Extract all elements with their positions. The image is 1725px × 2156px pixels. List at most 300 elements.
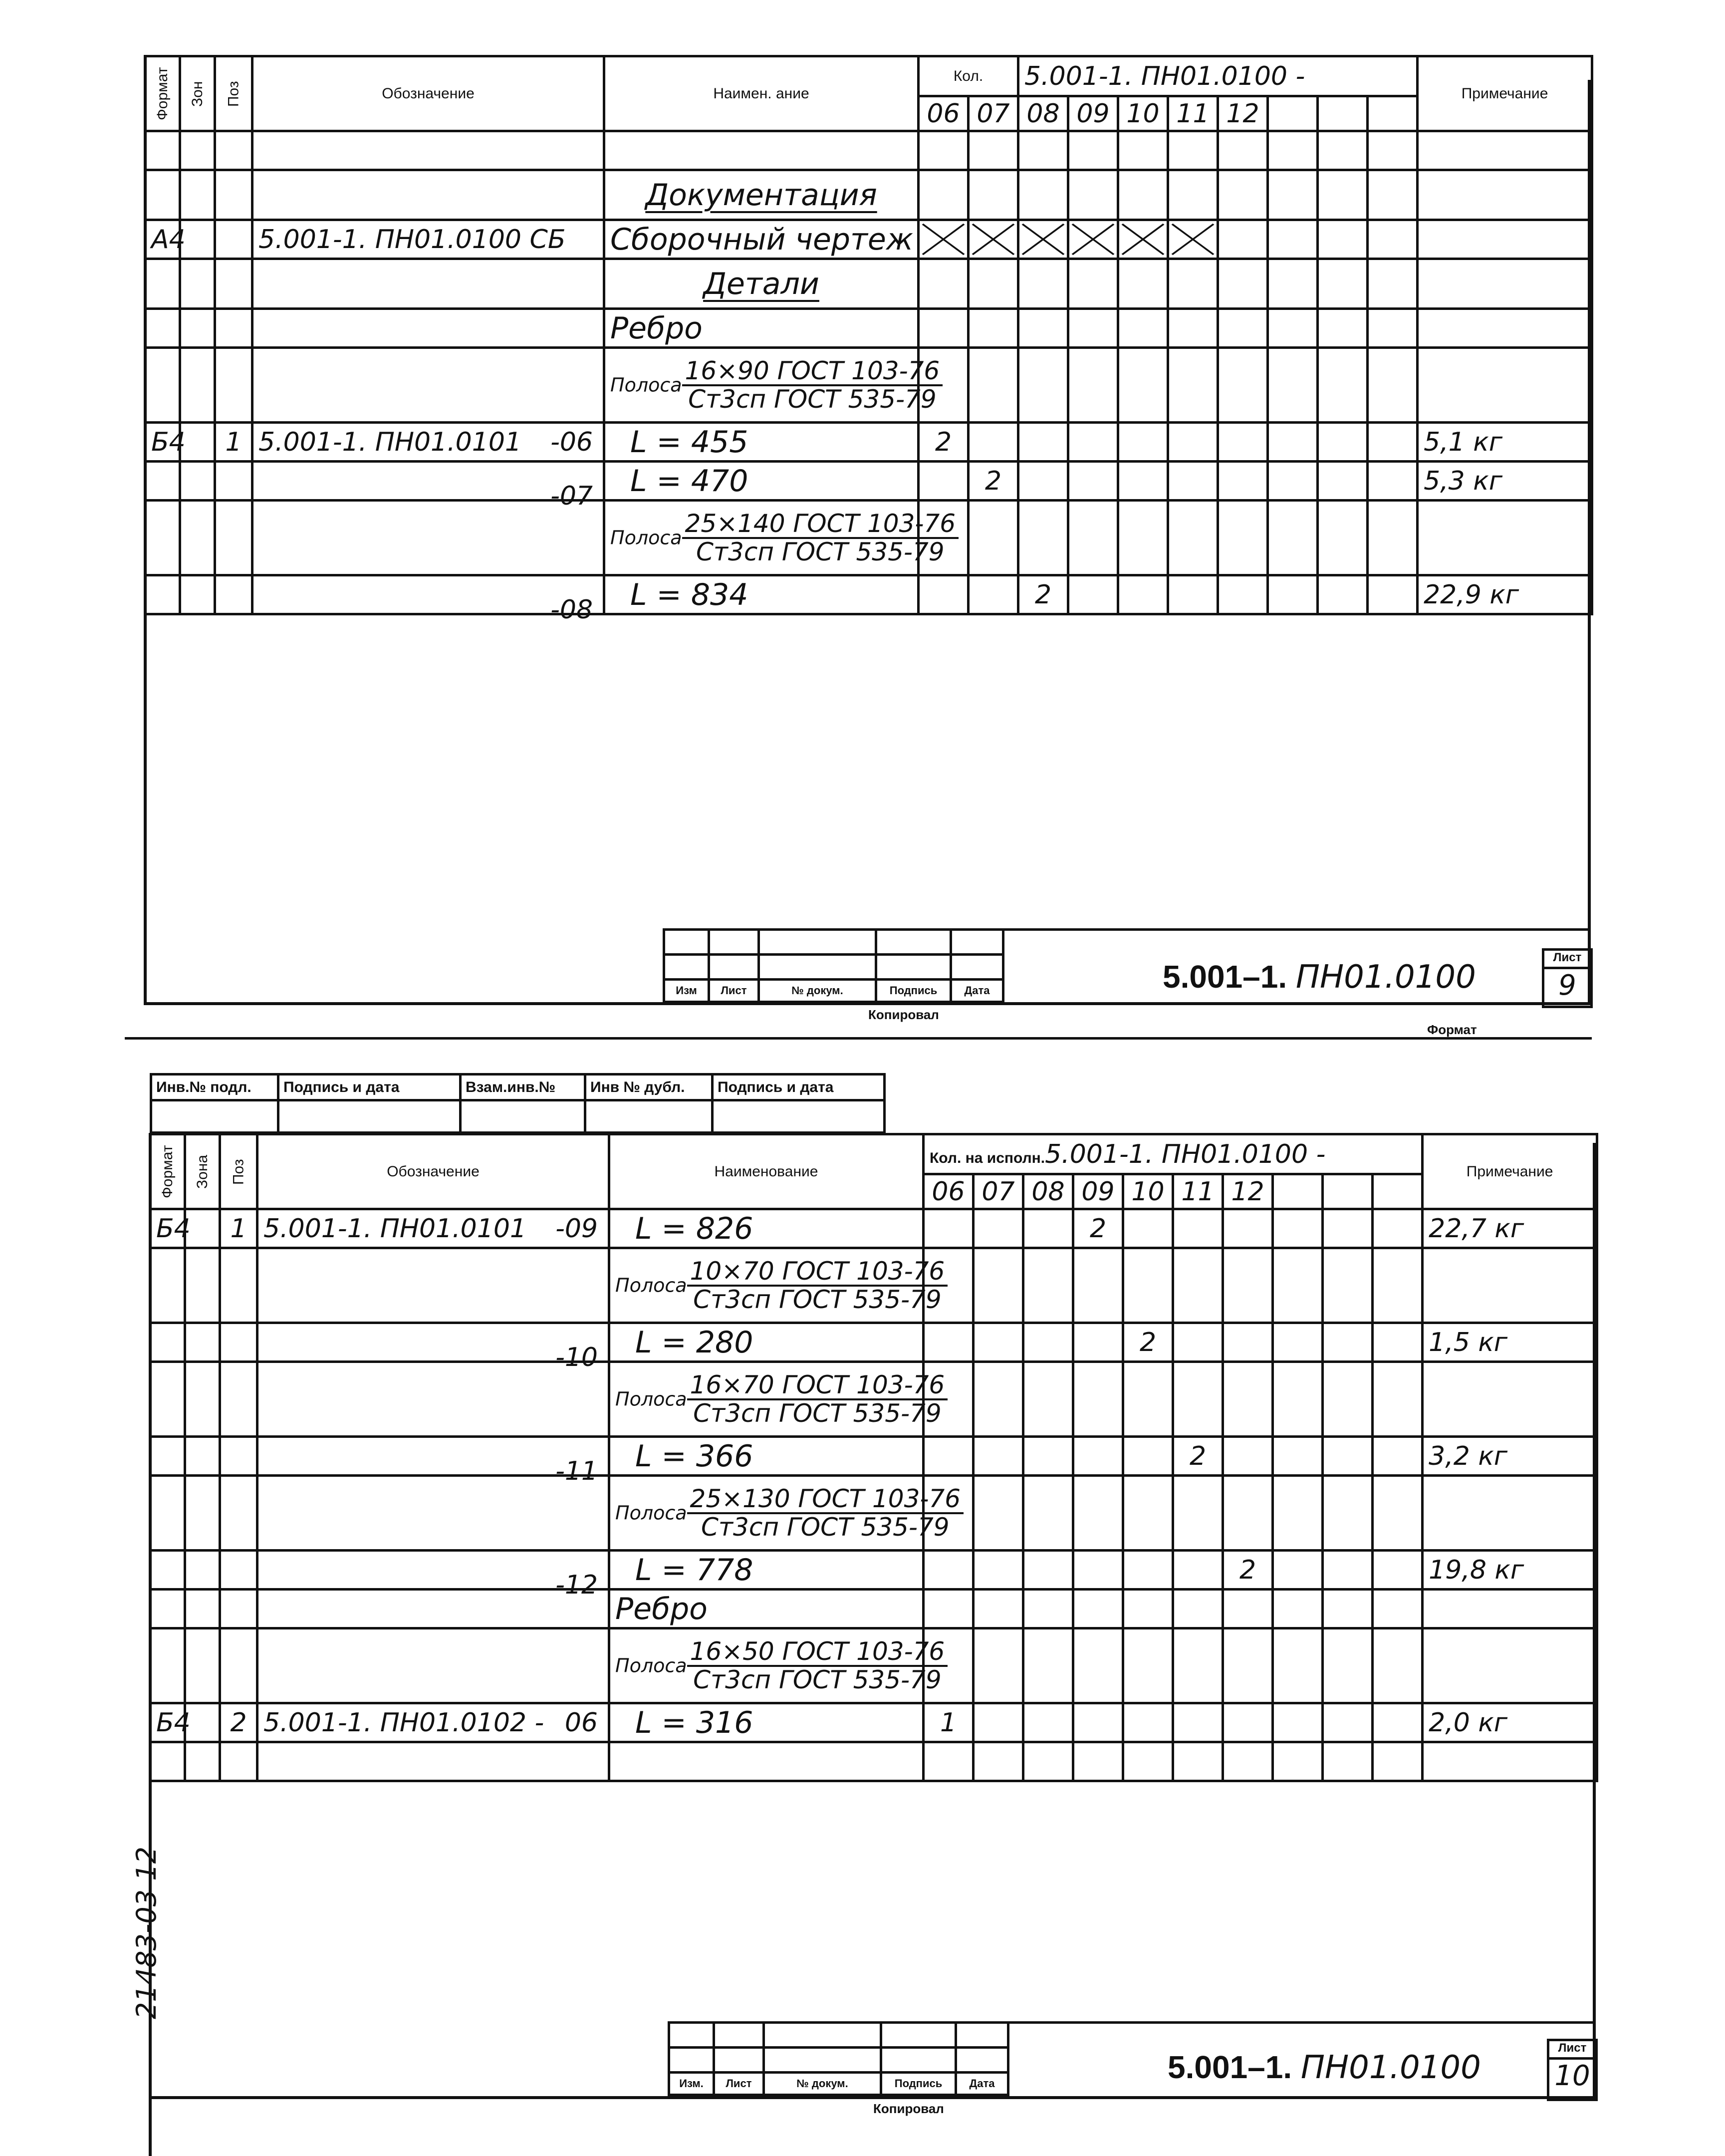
position-cell	[215, 309, 252, 348]
qty-cell: 2	[919, 423, 969, 462]
qty-cell	[1173, 1323, 1223, 1362]
qty-cell	[924, 1590, 974, 1628]
cell	[1223, 1742, 1273, 1781]
variant-suffix: -10	[555, 1342, 598, 1372]
position-cell	[215, 348, 252, 423]
qty-cell: 2	[1173, 1437, 1223, 1476]
qty-cell	[1073, 1551, 1123, 1590]
zone-cell	[185, 1628, 220, 1703]
qty-cell	[1168, 170, 1218, 220]
qty-cell	[919, 575, 969, 614]
zone-cell	[180, 575, 215, 614]
note-cell	[1418, 309, 1592, 348]
variant-col-11: 11	[1168, 96, 1218, 131]
qty-cell	[1123, 1248, 1173, 1323]
qty-cell	[974, 1437, 1023, 1476]
table-row	[145, 462, 1592, 501]
sheet-number: 9	[1558, 969, 1576, 1002]
qty-cell	[1368, 259, 1418, 309]
designation-cell	[257, 1476, 609, 1551]
qty-cell	[1173, 1209, 1223, 1248]
qty-cell	[1073, 1703, 1123, 1742]
header-format: Формат	[145, 56, 180, 131]
table-row	[145, 423, 1592, 462]
format-cell: Б4	[150, 1209, 185, 1248]
qty-cell	[1373, 1590, 1423, 1628]
doc-number-rest: ПН01.0100	[1300, 2049, 1481, 2086]
doc-number-bold: 5.001–1.	[1168, 2049, 1292, 2085]
position-cell	[220, 1590, 257, 1628]
format-cell	[150, 1437, 185, 1476]
zone-cell	[185, 1248, 220, 1323]
qty-cell: 2	[1223, 1551, 1273, 1590]
position-cell: 1	[220, 1209, 257, 1248]
qty-cell	[1373, 1476, 1423, 1551]
zone-cell	[185, 1323, 220, 1362]
note-cell	[1423, 1628, 1597, 1703]
table-row	[150, 1323, 1597, 1362]
designation-cell	[252, 462, 604, 511]
position-cell	[220, 1476, 257, 1551]
qty-cell	[1073, 1437, 1123, 1476]
doc-number-bold: 5.001–1.	[1163, 959, 1287, 995]
format-cell	[145, 259, 180, 309]
qty-cell	[1318, 220, 1368, 259]
doc-number-rest: ПН01.0100	[1295, 959, 1476, 996]
qty-cell	[1318, 170, 1368, 220]
qty-cell	[1368, 423, 1418, 462]
zone-cell	[180, 462, 215, 501]
material-fraction	[682, 358, 943, 412]
qty-cell	[1173, 1703, 1223, 1742]
qty-cell	[1123, 1476, 1173, 1551]
variant-col-10: 10	[1123, 1174, 1173, 1209]
qty-cell	[1218, 501, 1268, 575]
qty-cell	[1023, 1590, 1073, 1628]
designation-cell	[252, 348, 604, 423]
variant-col-07: 07	[969, 96, 1018, 131]
qty-cell	[1368, 348, 1418, 423]
qty-cell	[974, 1323, 1023, 1362]
variant-col-empty	[1273, 1174, 1323, 1209]
designation-cell	[257, 1551, 609, 1600]
qty-cell	[1118, 575, 1168, 614]
qty-cell	[1018, 501, 1068, 575]
position-cell	[220, 1551, 257, 1590]
format-cell	[145, 170, 180, 220]
zone-cell	[180, 170, 215, 220]
format-label-1: Формат	[1427, 1022, 1477, 1037]
variant-col-06: 06	[919, 96, 969, 131]
cell	[924, 1742, 974, 1781]
qty-cell	[1373, 1362, 1423, 1437]
name-cell	[604, 259, 919, 309]
zone-cell	[185, 1362, 220, 1437]
qty-cell	[1373, 1323, 1423, 1362]
stamp-label: № докум.	[764, 2073, 881, 2095]
name-text: Ребро	[610, 310, 703, 346]
cell	[974, 1742, 1023, 1781]
cell	[1173, 1742, 1223, 1781]
qty-cell	[1223, 1476, 1273, 1551]
qty-cell	[1173, 1248, 1223, 1323]
qty-cell	[1023, 1476, 1073, 1551]
qty-cell	[1273, 1437, 1323, 1476]
qty-cell	[1323, 1551, 1373, 1590]
name-cell	[609, 1437, 924, 1476]
strip-label: Полоса	[610, 527, 682, 549]
qty-cell	[1368, 220, 1418, 259]
profile-spec: 16×70 ГОСТ 103-76	[687, 1372, 948, 1400]
qty-cell	[1218, 220, 1268, 259]
stamp-label: Инв № дубл.	[585, 1075, 713, 1100]
qty-cell	[1268, 501, 1318, 575]
qty-cell	[1223, 1437, 1273, 1476]
name-text: L = 455	[630, 424, 748, 460]
header-variant-code: 5.001-1. ПН01.0100 -	[1045, 1139, 1326, 1169]
qty-cell	[1218, 170, 1268, 220]
header-zone: Зона	[185, 1134, 220, 1209]
format-cell	[150, 1362, 185, 1437]
cell	[604, 131, 919, 170]
note-cell: 2,0 кг	[1423, 1703, 1597, 1742]
table-row	[150, 1590, 1597, 1628]
qty-cell	[1268, 348, 1318, 423]
position-cell	[215, 575, 252, 614]
format-cell	[145, 462, 180, 501]
qty-cell	[1118, 501, 1168, 575]
stamp-label: Взам.инв.№	[461, 1075, 585, 1100]
name-cell	[609, 1551, 924, 1590]
zone-cell	[185, 1590, 220, 1628]
format-cell	[150, 1590, 185, 1628]
qty-cell	[1118, 462, 1168, 501]
qty-cell	[1368, 575, 1418, 614]
designation-text: 5.001-1. ПН01.0102 -	[263, 1707, 544, 1738]
designation-cell	[252, 501, 604, 575]
qty-cell	[924, 1323, 974, 1362]
qty-cell	[1268, 309, 1318, 348]
qty-cell	[1368, 462, 1418, 501]
name-cell	[609, 1590, 924, 1628]
name-text: L = 366	[635, 1438, 753, 1474]
header-notes: Примечание	[1423, 1134, 1597, 1209]
qty-cell	[1123, 1628, 1173, 1703]
name-cell	[609, 1628, 945, 1703]
qty-cell	[1023, 1703, 1073, 1742]
header-pos: Поз	[220, 1134, 257, 1209]
table-row-empty	[150, 1742, 1597, 1781]
variant-col-empty	[1368, 96, 1418, 131]
note-cell: 19,8 кг	[1423, 1551, 1597, 1590]
position-cell	[215, 220, 252, 259]
name-cell	[609, 1248, 945, 1323]
qty-cell	[1118, 259, 1168, 309]
cell	[1018, 131, 1068, 170]
stamp-label: Подпись	[881, 2073, 956, 2095]
variant-col-08: 08	[1023, 1174, 1073, 1209]
table-row-empty	[145, 131, 1592, 170]
qty-cell: 1	[924, 1703, 974, 1742]
name-text: Ребро	[615, 1591, 708, 1626]
strip-label: Полоса	[610, 374, 682, 396]
qty-cell	[1223, 1590, 1273, 1628]
steel-grade-spec: Ст3сп ГОСТ 535-79	[693, 1398, 942, 1428]
qty-cell	[1268, 259, 1318, 309]
material-fraction	[687, 1258, 948, 1313]
cell	[257, 1742, 609, 1781]
cell	[215, 131, 252, 170]
cell	[1073, 1742, 1123, 1781]
qty-cell	[924, 1551, 974, 1590]
cell	[1118, 131, 1168, 170]
name-cell	[604, 170, 919, 220]
note-cell: 22,7 кг	[1423, 1209, 1597, 1248]
qty-cell	[1268, 462, 1318, 501]
qty-cell	[1218, 575, 1268, 614]
steel-grade-spec: Ст3сп ГОСТ 535-79	[696, 537, 945, 566]
qty-cell	[1068, 309, 1118, 348]
qty-cell	[1223, 1323, 1273, 1362]
variant-suffix: -07	[550, 481, 593, 511]
qty-cell	[1173, 1476, 1223, 1551]
variant-col-09: 09	[1068, 96, 1118, 131]
variant-col-12: 12	[1218, 96, 1268, 131]
approval-strip	[150, 1073, 886, 1134]
variant-col-09: 09	[1073, 1174, 1123, 1209]
format-cell	[150, 1476, 185, 1551]
qty-cell	[1173, 1362, 1223, 1437]
format-cell	[150, 1323, 185, 1362]
position-cell	[220, 1437, 257, 1476]
name-cell	[604, 309, 919, 348]
qty-cell	[1273, 1248, 1323, 1323]
header-variant-code: 5.001-1. ПН01.0100 -	[1018, 56, 1418, 96]
table-row	[150, 1628, 1597, 1703]
cell	[1318, 131, 1368, 170]
sheet-2	[0, 1058, 1725, 2141]
spec-table-sheet-2	[149, 1133, 1598, 1782]
qty-cell	[1068, 348, 1118, 423]
qty-cell	[1118, 309, 1168, 348]
name-text: L = 834	[630, 577, 748, 612]
qty-cell	[1123, 1551, 1173, 1590]
designation-cell	[257, 1362, 609, 1437]
variant-suffix: -08	[550, 594, 593, 625]
note-cell: 5,3 кг	[1418, 462, 1592, 501]
cell	[1168, 131, 1218, 170]
qty-cell	[1173, 1551, 1223, 1590]
name-cell	[609, 1362, 945, 1437]
position-cell	[220, 1248, 257, 1323]
name-cell	[604, 575, 919, 614]
qty-cell	[974, 1476, 1023, 1551]
position-cell	[215, 259, 252, 309]
section-heading: Детали	[703, 266, 819, 301]
qty-cell	[1018, 348, 1068, 423]
header-designation: Обозначение	[257, 1134, 609, 1209]
qty-cell: 2	[1123, 1323, 1173, 1362]
sheet-number: 10	[1554, 2060, 1590, 2092]
designation-cell	[257, 1248, 609, 1323]
qty-cell	[1373, 1209, 1423, 1248]
stamp-label: Изм.	[669, 2073, 714, 2095]
stamp-2-top-line	[1007, 2021, 1596, 2024]
profile-spec: 16×50 ГОСТ 103-76	[687, 1638, 948, 1667]
cell	[1323, 1742, 1373, 1781]
note-cell	[1418, 220, 1592, 259]
stamp-label: Инв.№ подл.	[151, 1075, 278, 1100]
qty-cell	[1118, 170, 1168, 220]
material-fraction	[682, 511, 959, 565]
zone-cell	[185, 1437, 220, 1476]
cell	[1218, 131, 1268, 170]
qty-cell	[1273, 1476, 1323, 1551]
qty-cell	[1323, 1362, 1373, 1437]
name-cell	[604, 220, 919, 259]
qty-cell	[1168, 575, 1218, 614]
qty-cell	[1073, 1323, 1123, 1362]
qty-cell	[974, 1551, 1023, 1590]
designation-text: 5.001-1. ПН01.0101	[258, 427, 522, 457]
format-cell	[145, 501, 180, 575]
position-cell	[215, 462, 252, 501]
sheet-1	[0, 0, 1725, 1043]
qty-cell	[1218, 423, 1268, 462]
table-row	[145, 575, 1592, 614]
qty-cell	[1318, 309, 1368, 348]
variant-suffix: 06	[564, 1707, 598, 1738]
cell	[145, 131, 180, 170]
format-cell	[150, 1248, 185, 1323]
variant-col-07: 07	[974, 1174, 1023, 1209]
qty-cell	[1323, 1437, 1373, 1476]
qty-cell	[1068, 259, 1118, 309]
profile-spec: 25×140 ГОСТ 103-76	[682, 511, 959, 539]
qty-cell	[969, 259, 1018, 309]
format-cell	[145, 575, 180, 614]
qty-cell	[1218, 348, 1268, 423]
stamp-label: Подпись	[876, 980, 951, 1002]
format-cell: Б4	[145, 423, 180, 462]
qty-cell	[1173, 1590, 1223, 1628]
qty-cell	[1268, 170, 1318, 220]
qty-cell	[919, 462, 969, 501]
stamp-grid-sheet-1	[663, 928, 1004, 1003]
header-designation: Обозначение	[252, 56, 604, 131]
name-text: L = 280	[635, 1325, 753, 1360]
qty-cell	[1268, 575, 1318, 614]
table-row	[150, 1362, 1597, 1437]
designation-cell	[252, 220, 604, 259]
cell	[220, 1742, 257, 1781]
side-archive-code: 21483-03 12	[131, 1847, 162, 2019]
zone-cell	[180, 348, 215, 423]
profile-spec: 25×130 ГОСТ 103-76	[687, 1486, 964, 1514]
table-row	[145, 501, 1592, 575]
qty-cell	[1268, 423, 1318, 462]
qty-cell	[969, 170, 1018, 220]
variant-suffix: -11	[555, 1456, 598, 1486]
stamp-label: Изм	[664, 980, 709, 1002]
qty-cell	[1318, 423, 1368, 462]
qty-cell	[1218, 259, 1268, 309]
stamp-label: Дата	[956, 2073, 1008, 2095]
position-cell	[215, 170, 252, 220]
qty-cell	[1273, 1551, 1323, 1590]
qty-cell	[1168, 462, 1218, 501]
header-format: Формат	[150, 1134, 185, 1209]
qty-cell	[1373, 1437, 1423, 1476]
qty-cell	[1323, 1248, 1373, 1323]
sheet-label: Лист	[1544, 951, 1590, 969]
variant-col-empty	[1373, 1174, 1423, 1209]
name-cell	[609, 1209, 924, 1248]
qty-cell	[1323, 1323, 1373, 1362]
cell	[609, 1742, 924, 1781]
qty-cell	[1273, 1323, 1323, 1362]
cell	[185, 1742, 220, 1781]
note-cell: 1,5 кг	[1423, 1323, 1597, 1362]
note-cell: 3,2 кг	[1423, 1437, 1597, 1476]
table-row	[150, 1248, 1597, 1323]
note-cell	[1423, 1248, 1597, 1323]
zone-cell	[180, 501, 215, 575]
variant-col-empty	[1318, 96, 1368, 131]
qty-cell	[1073, 1362, 1123, 1437]
position-cell	[220, 1362, 257, 1437]
qty-cell	[1323, 1628, 1373, 1703]
cell	[1068, 131, 1118, 170]
qty-cell	[1168, 501, 1218, 575]
qty-cell	[1018, 259, 1068, 309]
variant-col-11: 11	[1173, 1174, 1223, 1209]
position-cell	[220, 1628, 257, 1703]
table-row	[150, 1437, 1597, 1476]
format-cell: Б4	[150, 1703, 185, 1742]
name-cell	[609, 1323, 924, 1362]
qty-cell	[1168, 259, 1218, 309]
cell	[1023, 1742, 1073, 1781]
variant-suffix: -06	[550, 427, 593, 457]
qty-cross-mark	[969, 220, 1018, 259]
format-cell	[150, 1628, 185, 1703]
qty-cell	[1023, 1209, 1073, 1248]
table-row	[150, 1476, 1597, 1551]
header-pos: Поз	[215, 56, 252, 131]
copied-label-2: Копировал	[873, 2101, 944, 2116]
qty-cell	[974, 1590, 1023, 1628]
qty-cell	[969, 501, 1018, 575]
header-zone: Зон	[180, 56, 215, 131]
qty-cell	[1273, 1590, 1323, 1628]
sheet-number-box-1	[1542, 948, 1593, 1008]
qty-cell	[1123, 1362, 1173, 1437]
zone-cell	[180, 259, 215, 309]
qty-cell	[1073, 1628, 1123, 1703]
material-fraction	[687, 1372, 948, 1426]
qty-cross-mark	[919, 220, 969, 259]
position-cell: 1	[215, 423, 252, 462]
qty-cell	[974, 1628, 1023, 1703]
stamp-label: Лист	[709, 980, 759, 1002]
qty-cell	[1368, 501, 1418, 575]
profile-spec: 16×90 ГОСТ 103-76	[682, 358, 943, 386]
qty-cell	[1023, 1362, 1073, 1437]
profile-spec: 10×70 ГОСТ 103-76	[687, 1258, 948, 1287]
table-row	[150, 1209, 1597, 1248]
table-row	[145, 220, 1592, 259]
